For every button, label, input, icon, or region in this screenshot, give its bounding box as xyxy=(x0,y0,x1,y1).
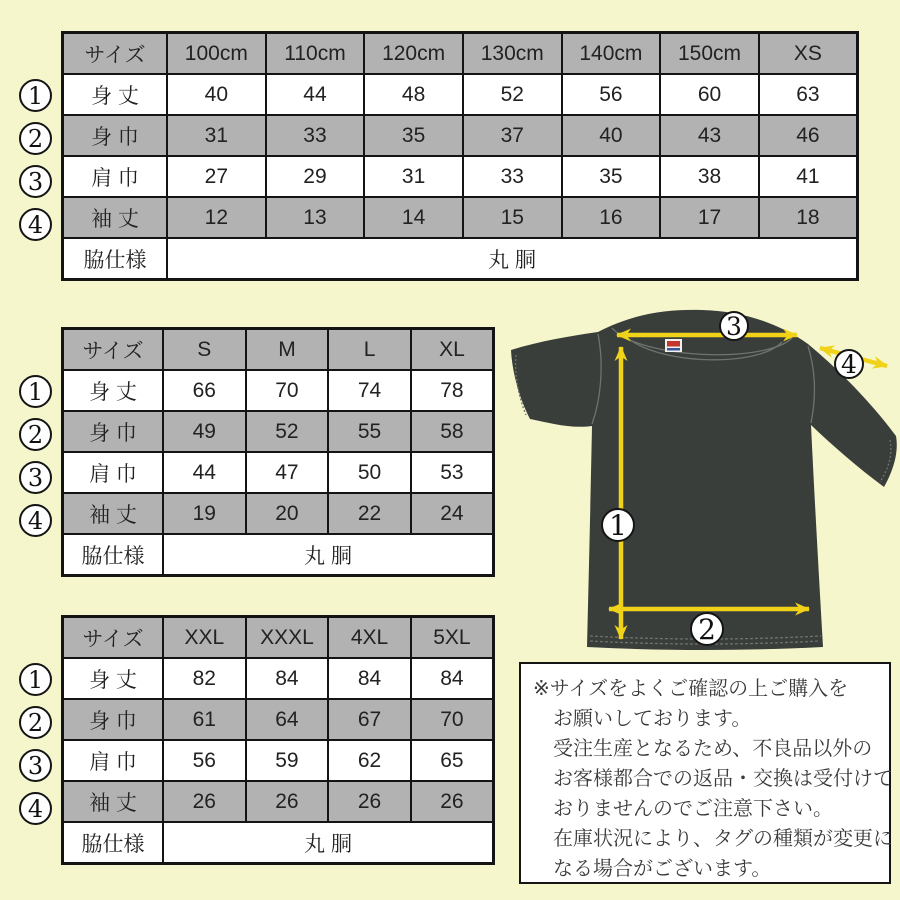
row-marker-4: 4 xyxy=(19,792,52,825)
size-column-header: 100cm xyxy=(167,33,266,75)
measure-value: 84 xyxy=(328,658,411,699)
marker-3: 3 xyxy=(726,312,742,341)
notice-line: お客様都合での返品・交換は受付けて xyxy=(553,768,893,790)
side-spec-value: 丸 胴 xyxy=(163,534,494,576)
measure-value: 35 xyxy=(364,115,463,156)
size-column-header: XS xyxy=(759,33,858,75)
row-marker-3: 3 xyxy=(19,749,52,782)
size-column-header: 120cm xyxy=(364,33,463,75)
measure-label: 身 巾 xyxy=(63,699,164,740)
measure-value: 44 xyxy=(163,452,246,493)
measure-value: 31 xyxy=(167,115,266,156)
measure-label: 肩 巾 xyxy=(63,156,168,197)
measure-value: 70 xyxy=(411,699,494,740)
measure-value: 58 xyxy=(411,411,494,452)
row-marker-1: 1 xyxy=(19,375,52,408)
measure-value: 53 xyxy=(411,452,494,493)
measure-value: 26 xyxy=(411,781,494,822)
row-marker-3: 3 xyxy=(19,165,52,198)
measure-label: 袖 丈 xyxy=(63,493,164,534)
side-spec-label: 脇仕様 xyxy=(63,238,168,280)
side-spec-label: 脇仕様 xyxy=(63,822,164,864)
row-marker-2: 2 xyxy=(19,706,52,739)
big-size-table xyxy=(61,615,495,865)
notice-line: なる場合がございます。 xyxy=(553,858,772,880)
size-header-corner: サイズ xyxy=(63,33,168,75)
measure-value: 60 xyxy=(660,74,759,115)
row-marker-3: 3 xyxy=(19,461,52,494)
row-marker-4: 4 xyxy=(19,208,52,241)
size-column-header: 110cm xyxy=(266,33,365,75)
row-marker-1: 1 xyxy=(19,663,52,696)
measure-value: 17 xyxy=(660,197,759,238)
size-column-header: 130cm xyxy=(463,33,562,75)
measure-value: 82 xyxy=(163,658,246,699)
measure-value: 65 xyxy=(411,740,494,781)
measure-value: 35 xyxy=(562,156,661,197)
measure-value: 33 xyxy=(266,115,365,156)
measure-value: 50 xyxy=(328,452,411,493)
measure-label: 袖 丈 xyxy=(63,781,164,822)
measure-value: 26 xyxy=(246,781,329,822)
side-spec-value: 丸 胴 xyxy=(167,238,858,280)
size-column-header: 5XL xyxy=(411,617,494,659)
measure-value: 63 xyxy=(759,74,858,115)
adult-size-table xyxy=(61,327,495,577)
size-column-header: M xyxy=(246,329,329,371)
notice-line: ※サイズをよくご確認の上ご購入を xyxy=(533,678,849,700)
size-column-header: 4XL xyxy=(328,617,411,659)
measure-value: 22 xyxy=(328,493,411,534)
measure-value: 52 xyxy=(463,74,562,115)
measure-value: 56 xyxy=(562,74,661,115)
measure-label: 身 丈 xyxy=(63,658,164,699)
measure-value: 12 xyxy=(167,197,266,238)
marker-4: 4 xyxy=(841,350,857,379)
measure-value: 46 xyxy=(759,115,858,156)
measure-value: 47 xyxy=(246,452,329,493)
kids-size-table xyxy=(61,31,859,281)
size-column-header: 150cm xyxy=(660,33,759,75)
size-column-header: 140cm xyxy=(562,33,661,75)
measure-value: 37 xyxy=(463,115,562,156)
measure-value: 20 xyxy=(246,493,329,534)
measure-value: 13 xyxy=(266,197,365,238)
notice-line: おりませんのでご注意下さい。 xyxy=(553,798,833,820)
measure-value: 48 xyxy=(364,74,463,115)
row-marker-4: 4 xyxy=(19,504,52,537)
measure-value: 78 xyxy=(411,370,494,411)
measure-value: 26 xyxy=(328,781,411,822)
measure-value: 56 xyxy=(163,740,246,781)
measure-label: 身 巾 xyxy=(63,115,168,156)
size-column-header: S xyxy=(163,329,246,371)
measure-value: 44 xyxy=(266,74,365,115)
side-spec-value: 丸 胴 xyxy=(163,822,494,864)
row-marker-2: 2 xyxy=(19,418,52,451)
notice-line: 受注生産となるため、不良品以外の xyxy=(553,738,873,760)
marker-1: 1 xyxy=(609,509,627,542)
row-marker-1: 1 xyxy=(19,79,52,112)
measure-value: 41 xyxy=(759,156,858,197)
measure-value: 49 xyxy=(163,411,246,452)
measure-label: 肩 巾 xyxy=(63,452,164,493)
measure-value: 26 xyxy=(163,781,246,822)
measure-value: 33 xyxy=(463,156,562,197)
side-spec-label: 脇仕様 xyxy=(63,534,164,576)
measure-label: 肩 巾 xyxy=(63,740,164,781)
measure-value: 84 xyxy=(246,658,329,699)
measure-value: 16 xyxy=(562,197,661,238)
measure-value: 40 xyxy=(562,115,661,156)
measure-value: 43 xyxy=(660,115,759,156)
row-marker-2: 2 xyxy=(19,122,52,155)
size-header-corner: サイズ xyxy=(63,329,164,371)
measure-label: 身 丈 xyxy=(63,370,164,411)
measure-value: 67 xyxy=(328,699,411,740)
measure-value: 55 xyxy=(328,411,411,452)
measure-value: 64 xyxy=(246,699,329,740)
notice-box xyxy=(519,662,891,884)
notice-line: 在庫状況により、タグの種類が変更に xyxy=(553,828,893,850)
measure-value: 70 xyxy=(246,370,329,411)
measure-value: 29 xyxy=(266,156,365,197)
size-column-header: XXL xyxy=(163,617,246,659)
measure-value: 66 xyxy=(163,370,246,411)
measure-value: 31 xyxy=(364,156,463,197)
size-column-header: XXXL xyxy=(246,617,329,659)
measure-value: 40 xyxy=(167,74,266,115)
measure-value: 84 xyxy=(411,658,494,699)
size-header-corner: サイズ xyxy=(63,617,164,659)
notice-line: お願いしております。 xyxy=(553,708,752,730)
measure-label: 身 丈 xyxy=(63,74,168,115)
measure-value: 74 xyxy=(328,370,411,411)
measure-value: 15 xyxy=(463,197,562,238)
measure-value: 52 xyxy=(246,411,329,452)
measure-value: 24 xyxy=(411,493,494,534)
measure-value: 18 xyxy=(759,197,858,238)
collar-tag xyxy=(665,339,682,352)
measure-value: 14 xyxy=(364,197,463,238)
measure-value: 59 xyxy=(246,740,329,781)
marker-2: 2 xyxy=(698,613,716,646)
measure-label: 袖 丈 xyxy=(63,197,168,238)
measure-value: 38 xyxy=(660,156,759,197)
measure-value: 19 xyxy=(163,493,246,534)
measure-value: 61 xyxy=(163,699,246,740)
size-column-header: XL xyxy=(411,329,494,371)
measure-value: 62 xyxy=(328,740,411,781)
size-column-header: L xyxy=(328,329,411,371)
measure-label: 身 巾 xyxy=(63,411,164,452)
measure-value: 27 xyxy=(167,156,266,197)
tshirt-measure-diagram xyxy=(505,303,900,655)
